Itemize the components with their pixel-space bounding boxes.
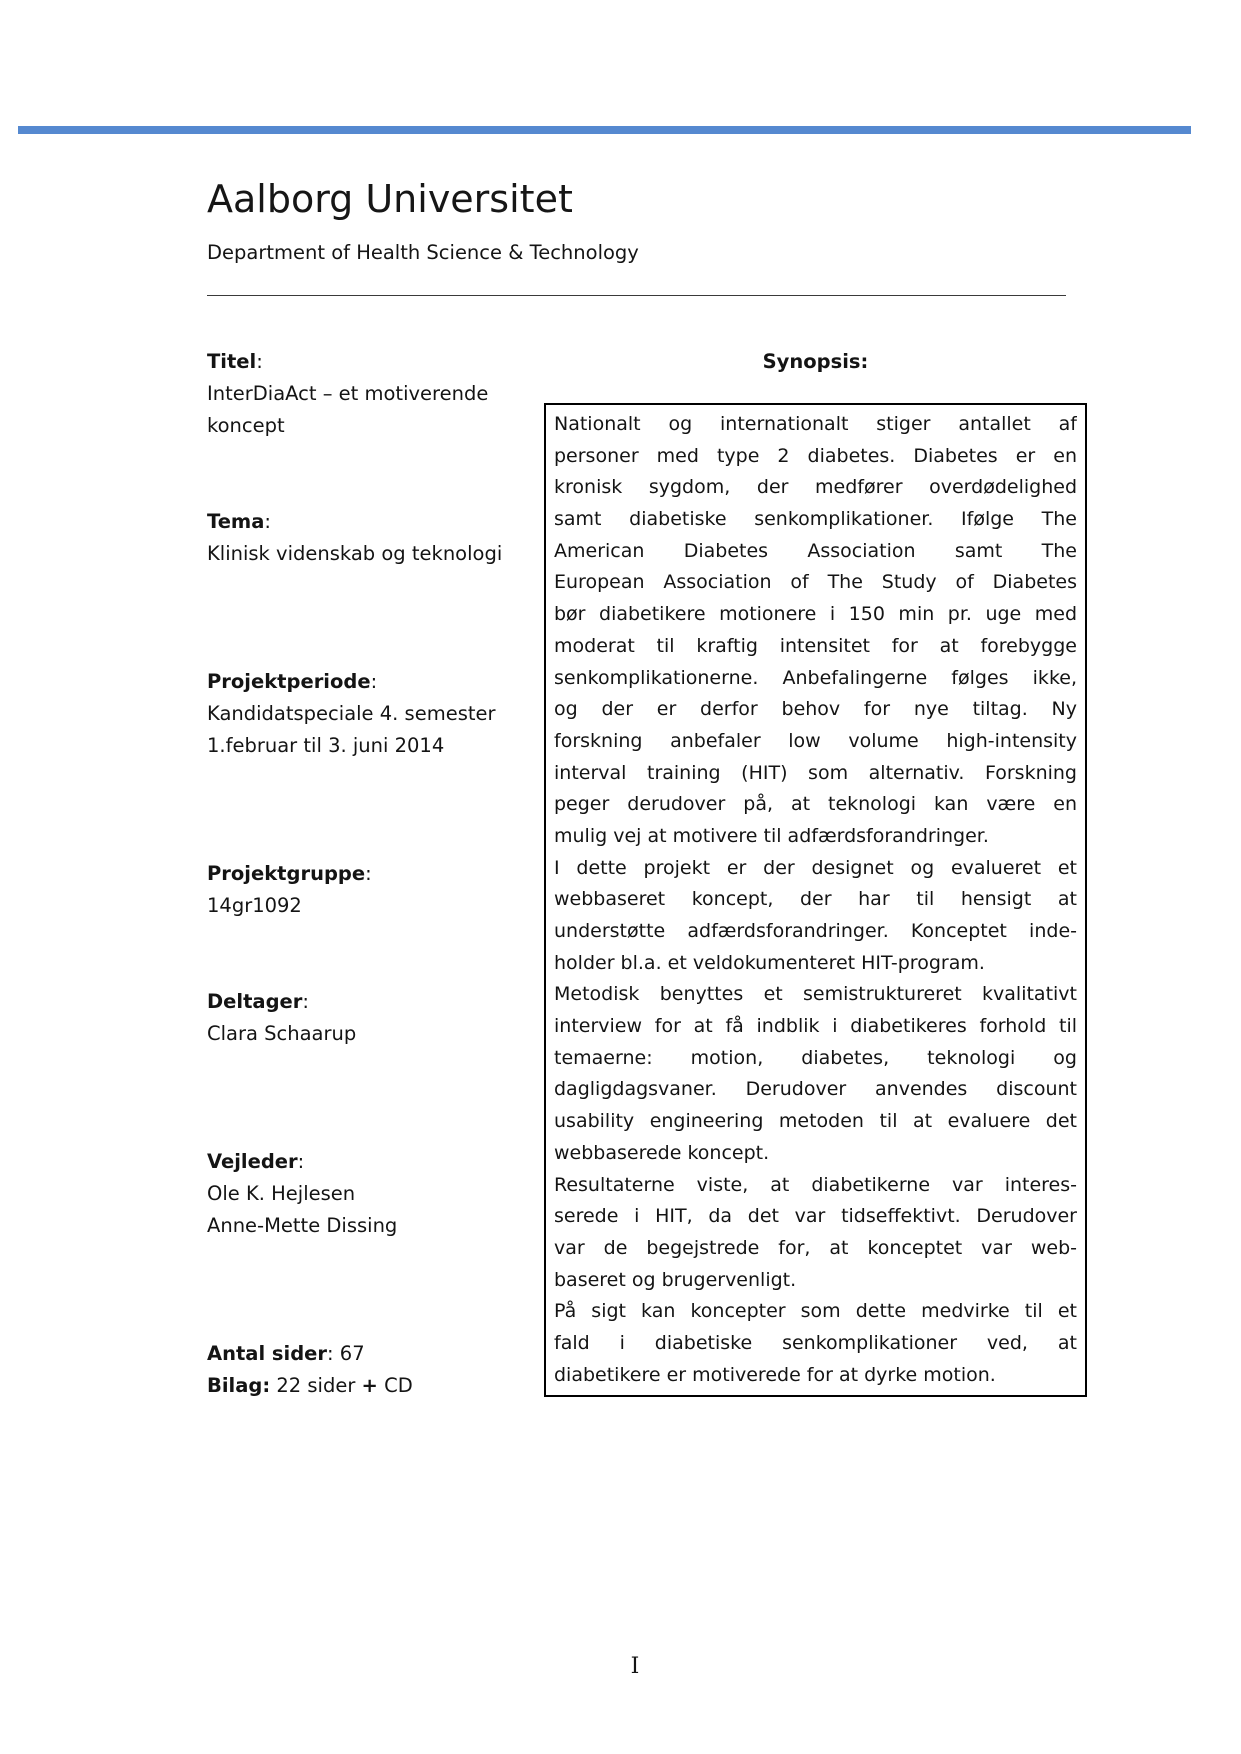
- project-info-column: [207, 346, 567, 1402]
- field-value: 14gr1092: [207, 894, 302, 917]
- synopsis-line: interview for at få indblik i diabetikeres forhold til: [554, 1015, 1077, 1038]
- page-number: I: [630, 1654, 640, 1679]
- synopsis-line: American Diabetes Association samt The: [554, 539, 1077, 562]
- synopsis-line: holder bl.a. et veldokumenteret HIT-program.: [554, 951, 985, 974]
- field-value: Anne-Mette Dissing: [207, 1214, 398, 1237]
- synopsis-line: mulig vej at motivere til adfærdsforandringer.: [554, 824, 989, 847]
- synopsis-heading: Synopsis:: [762, 350, 869, 373]
- synopsis-line: understøtte adfærdsforandringer. Konceptet inde-: [554, 920, 1077, 942]
- field-value: InterDiaAct – et motiverende: [207, 382, 489, 405]
- synopsis-line: usability engineering metoden til at evaluere det: [554, 1110, 1077, 1133]
- project-info-stats: [207, 1338, 567, 1402]
- synopsis-line: Resultaterne viste, at diabetikerne var interes-: [554, 1173, 1077, 1196]
- synopsis-line: dagligdagsvaner. Derudover anvendes discount: [554, 1078, 1077, 1101]
- stat-antal-sider: Antal sider: 67: [207, 1342, 365, 1365]
- synopsis-line: I dette projekt er der designet og evalueret et: [554, 856, 1077, 879]
- synopsis-line: personer med type 2 diabetes. Diabetes er en: [554, 444, 1077, 467]
- synopsis-line: forskning anbefaler low volume high-intensity: [554, 729, 1077, 752]
- synopsis-line: webbaserede koncept.: [554, 1141, 770, 1164]
- synopsis-line: European Association of The Study of Diabetes: [554, 571, 1077, 594]
- synopsis-line: På sigt kan koncepter som dette medvirke til et: [554, 1300, 1077, 1323]
- synopsis-line: serede i HIT, da det var tidseffektivt. Derudover: [554, 1205, 1077, 1228]
- field-label: Projektperiode:: [207, 670, 378, 693]
- field-value: Kandidatspeciale 4. semester: [207, 702, 496, 725]
- university-title: Aalborg Universitet: [207, 177, 573, 221]
- synopsis-line: senkomplikationerne. Anbefalingerne følges ikke,: [554, 666, 1077, 689]
- synopsis-box: [544, 403, 1087, 1397]
- field-tema: [207, 506, 567, 570]
- field-label: Vejleder:: [207, 1150, 305, 1173]
- synopsis-line: interval training (HIT) som alternativ. Forskning: [554, 761, 1077, 784]
- field-value: Klinisk videnskab og teknologi: [207, 542, 503, 565]
- field-vejleder: [207, 1146, 567, 1242]
- synopsis-line: fald i diabetiske senkomplikationer ved, at: [554, 1331, 1077, 1354]
- stat-bilag: Bilag: 22 sider + CD: [207, 1374, 413, 1397]
- field-value: koncept: [207, 414, 285, 437]
- synopsis-line: kronisk sygdom, der medfører overdødelighed: [554, 476, 1077, 499]
- synopsis-line: Nationalt og internationalt stiger antallet af: [554, 413, 1077, 435]
- field-deltager: [207, 986, 567, 1050]
- synopsis-line: bør diabetikere motionere i 150 min pr. uge med: [554, 603, 1077, 626]
- field-label: Titel:: [207, 350, 263, 373]
- field-value: 1.februar til 3. juni 2014: [207, 734, 445, 757]
- synopsis-line: var de begejstrede for, at konceptet var web-: [554, 1236, 1077, 1259]
- field-value: Clara Schaarup: [207, 1022, 357, 1045]
- field-label: Projektgruppe:: [207, 862, 372, 885]
- header-divider: [207, 295, 1066, 296]
- synopsis-line: Metodisk benyttes et semistruktureret kvalitativt: [554, 983, 1077, 1006]
- field-label: Tema:: [207, 510, 271, 533]
- top-accent-bar: [18, 126, 1191, 134]
- department-subtitle: Department of Health Science & Technology: [207, 241, 639, 264]
- synopsis-line: webbaseret koncept, der har til hensigt at: [554, 888, 1077, 911]
- field-projektgruppe: [207, 858, 567, 922]
- project-info-fields: [207, 346, 567, 1242]
- synopsis-line: og der er derfor behov for nye tiltag. Ny: [554, 698, 1077, 721]
- field-label: Deltager:: [207, 990, 309, 1013]
- synopsis-line: peger derudover på, at teknologi kan være en: [554, 793, 1077, 816]
- field-titel: [207, 346, 567, 442]
- synopsis-line: samt diabetiske senkomplikationer. Ifølge The: [554, 508, 1077, 531]
- synopsis-line: baseret og brugervenligt.: [554, 1268, 797, 1291]
- synopsis-line: moderat til kraftig intensitet for at forebygge: [554, 634, 1077, 657]
- field-value: Ole K. Hejlesen: [207, 1182, 356, 1205]
- field-projektperiode: [207, 666, 567, 762]
- synopsis-line: diabetikere er motiverede for at dyrke motion.: [554, 1363, 996, 1386]
- synopsis-line: temaerne: motion, diabetes, teknologi og: [554, 1046, 1077, 1069]
